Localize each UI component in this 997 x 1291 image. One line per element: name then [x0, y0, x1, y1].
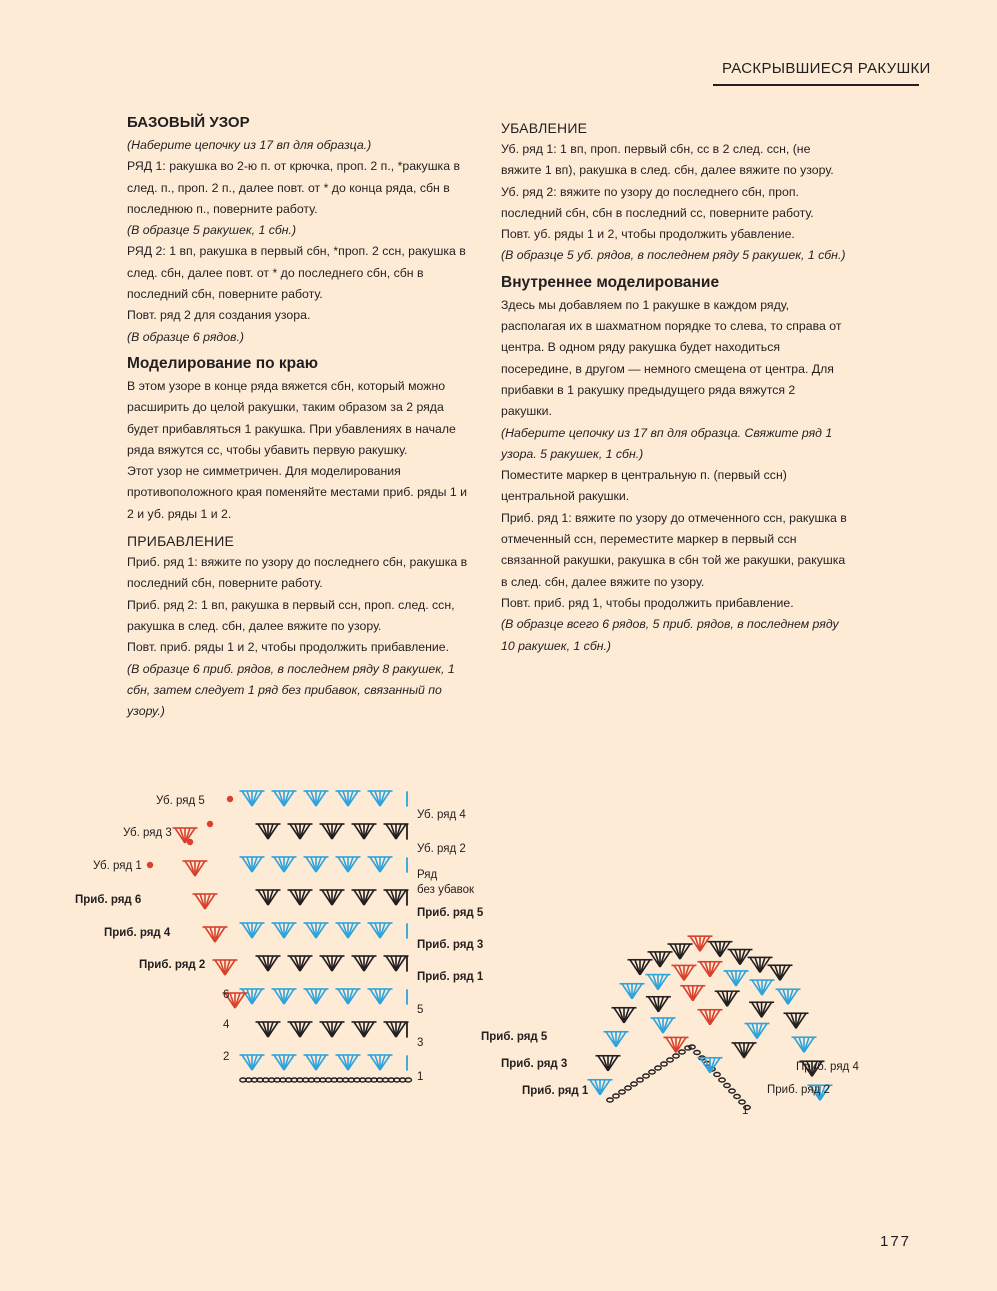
label-dec-row-4: Уб. ряд 4	[417, 809, 466, 821]
shell-stitch	[288, 956, 313, 971]
decrease-note: (В образце 5 уб. рядов, в последнем ряду 5 ракушек, 1 сбн.)	[501, 248, 846, 263]
shell-stitch	[203, 927, 228, 942]
shell-stitch	[745, 1024, 770, 1039]
shell-stitch	[240, 1055, 265, 1070]
label-inc-row-5: Приб. ряд 5	[417, 907, 484, 919]
shell-stitch	[651, 1018, 676, 1033]
label-inc-row-4: Приб. ряд 4	[104, 927, 171, 939]
shell-stitch	[698, 962, 723, 977]
base-pattern-note: (Наберите цепочку из 17 вп для образца.)	[127, 138, 372, 152]
shell-stitch	[384, 1022, 409, 1037]
shell-stitch	[352, 890, 377, 905]
shell-stitch	[680, 986, 705, 1001]
shell-stitch	[336, 791, 361, 806]
shell-stitch	[604, 1032, 629, 1047]
inner-shaping-title: Внутреннее моделирование	[501, 273, 720, 291]
chain-stitch	[667, 1058, 673, 1062]
shell-stitch	[336, 989, 361, 1004]
decrease-row-1: Уб. ряд 1: 1 вп, проп. первый сбн, сс в 2 след. ссн, (не вяжите 1 вп), ракушка в след. сбн, далее вяжите по узору.	[501, 142, 834, 178]
chain-stitch	[661, 1062, 667, 1066]
header-rule	[713, 84, 919, 86]
shell-stitch	[646, 975, 671, 990]
shell-stitch	[792, 1037, 817, 1052]
chain-stitch	[637, 1078, 643, 1082]
edge-shaping-p2: Этот узор не симметричен. Для моделирования противоположного края поменяйте местами приб. ряды 1 и 2 и уб. ряды 1 и 2.	[127, 464, 468, 521]
shell-stitch	[240, 923, 265, 938]
chain-stitch	[625, 1086, 631, 1090]
decrease-title: УБАВЛЕНИЕ	[501, 120, 588, 136]
shell-stitch	[646, 997, 671, 1012]
shell-stitch	[272, 791, 297, 806]
shell-stitch	[384, 890, 409, 905]
shell-stitch	[715, 991, 740, 1006]
chain-stitch	[729, 1089, 735, 1093]
slip-stitch	[227, 796, 233, 802]
label-dec-row-5: Уб. ряд 5	[156, 795, 205, 807]
shell-stitch	[368, 791, 393, 806]
shell-stitch	[320, 956, 345, 971]
shell-stitch	[304, 923, 329, 938]
inner-increase-row-1: Приб. ряд 1: вяжите по узору до отмеченного ссн, ракушка в отмеченный ссн, переместите маркер в первый ссн связанной ракушки, ракушка в сбн той же ракушки, ракушка в след. сбн, далее вяжите по узору.	[501, 510, 847, 589]
label-dec-row-1: Уб. ряд 1	[93, 860, 142, 872]
label-b-row-1: 1	[742, 1105, 749, 1117]
shell-stitch	[768, 965, 793, 980]
shell-stitch	[384, 956, 409, 971]
chain-stitch	[631, 1082, 637, 1086]
shell-stitch	[749, 1002, 774, 1017]
shell-stitch	[724, 971, 749, 986]
base-repeat: Повт. ряд 2 для создания узора.	[127, 308, 311, 323]
row-number-4: 4	[223, 1019, 230, 1031]
inner-shaping-note-1: (Наберите цепочку из 17 вп для образца. Свяжите ряд 1 узора. 5 ракушек, 1 сбн.)	[501, 425, 833, 461]
shell-stitch	[588, 1080, 613, 1095]
inner-shaping-p2: Поместите маркер в центральную п. (первый ссн) центральной ракушки.	[501, 468, 787, 504]
increase-row-1: Приб. ряд 1: вяжите по узору до последнего сбн, ракушка в последний сбн, поверните работу.	[127, 555, 468, 591]
shell-stitch	[320, 890, 345, 905]
chain-stitch	[694, 1051, 700, 1055]
shell-stitch	[272, 1055, 297, 1070]
shell-stitch	[352, 1022, 377, 1037]
chain-stitch	[613, 1094, 619, 1098]
shell-stitch	[368, 1055, 393, 1070]
row-number-5: 5	[417, 1004, 424, 1016]
label-dec-row-2: Уб. ряд 2	[417, 843, 466, 855]
shell-stitch	[612, 1008, 637, 1023]
shell-stitch	[304, 791, 329, 806]
shell-stitch	[368, 857, 393, 872]
shell-stitch	[732, 1043, 757, 1058]
label-inc-row-1: Приб. ряд 1	[417, 971, 484, 983]
chain-stitch	[679, 1050, 685, 1054]
label-plain-row: Ряд	[417, 869, 438, 881]
label-b-inc-row-5: Приб. ряд 5	[481, 1031, 548, 1043]
shell-stitch	[288, 890, 313, 905]
slip-stitch	[147, 862, 153, 868]
chain-stitch	[655, 1066, 661, 1070]
base-pattern-title: БАЗОВЫЙ УЗОР	[127, 114, 250, 131]
chain-stitch	[689, 1045, 695, 1049]
shell-stitch	[256, 956, 281, 971]
slip-stitch	[207, 821, 213, 827]
base-row-1: РЯД 1: ракушка во 2-ю п. от крючка, проп. 2 п., *ракушка в след. п., проп. 2 п., далее повт. от * до конца ряда, сбн в последнюю п., поверните работу.	[127, 159, 461, 216]
edge-shaping-p1: В этом узоре в конце ряда вяжется сбн, который можно расширить до целой ракушки, таким образом за 2 ряда будет прибавляться 1 ракушка. При убавлениях в начале ряда вяжутся сс, чтобы убавить первую ракушку.	[127, 378, 456, 457]
base-row-1-note: (В образце 5 ракушек, 1 сбн.)	[127, 223, 297, 238]
label-dec-row-3: Уб. ряд 3	[123, 827, 172, 839]
shell-stitch	[698, 1058, 723, 1073]
chain-stitch	[739, 1100, 745, 1104]
shell-stitch	[272, 857, 297, 872]
shell-stitch	[596, 1056, 621, 1071]
shell-stitch	[628, 960, 653, 975]
label-b-inc-row-2: Приб. ряд 2	[767, 1084, 830, 1096]
label-inc-row-2: Приб. ряд 2	[139, 959, 206, 971]
label-inc-row-6: Приб. ряд 6	[75, 894, 142, 906]
shell-stitch	[368, 989, 393, 1004]
shell-stitch	[352, 824, 377, 839]
decrease-repeat: Повт. уб. ряды 1 и 2, чтобы продолжить убавление.	[501, 227, 795, 242]
label-b-inc-row-4: Приб. ряд 4	[796, 1061, 859, 1073]
shell-stitch	[256, 890, 281, 905]
chain-stitch	[649, 1070, 655, 1074]
shell-stitch	[384, 824, 409, 839]
shell-stitch	[320, 1022, 345, 1037]
shell-stitch	[784, 1013, 809, 1028]
shell-stitch	[183, 861, 208, 876]
row-number-2: 2	[223, 1051, 230, 1063]
label-b-inc-row-1: Приб. ряд 1	[522, 1085, 589, 1097]
edge-shaping-title: Моделирование по краю	[127, 354, 318, 372]
inner-shaping-note-2: (В образце всего 6 рядов, 5 приб. рядов, в последнем ряду 10 ракушек, 1 сбн.)	[501, 617, 839, 653]
increase-note: (В образце 6 приб. рядов, в последнем ряду 8 ракушек, 1 сбн, затем следует 1 ряд без прибавок, связанный по узору.)	[127, 661, 455, 719]
increase-repeat: Повт. приб. ряды 1 и 2, чтобы продолжить прибавление.	[127, 640, 450, 655]
row-number-6: 6	[223, 989, 230, 1001]
inner-shaping-p1: Здесь мы добавляем по 1 ракушке в каждом ряду, располагая их в шахматном порядке то слева, то справа от центра. В одном ряду ракушка будет находиться посередине, в другом — немного смещена от центра. Для прибавки в 1 ракушку предыдущего ряда вяжутся 2 ракушки.	[501, 297, 842, 419]
shell-stitch	[193, 894, 218, 909]
chain-stitch	[619, 1090, 625, 1094]
inner-increase-repeat: Повт. приб. ряд 1, чтобы продолжить прибавление.	[501, 595, 794, 610]
shell-stitch	[256, 824, 281, 839]
chain-stitch	[714, 1073, 720, 1077]
label-plain-row-2: без убавок	[417, 884, 475, 896]
shell-stitch	[320, 824, 345, 839]
shell-stitch	[776, 989, 801, 1004]
base-repeat-note: (В образце 6 рядов.)	[127, 329, 244, 344]
shell-stitch	[352, 956, 377, 971]
right-column	[501, 112, 847, 657]
shell-stitch	[368, 923, 393, 938]
chain-stitch	[673, 1054, 679, 1058]
slip-stitch	[187, 839, 193, 845]
label-inc-row-3: Приб. ряд 3	[417, 939, 484, 951]
shell-stitch	[213, 960, 238, 975]
decrease-row-2: Уб. ряд 2: вяжите по узору до последнего сбн, проп. последний сбн, сбн в последний сс, поверните работу.	[501, 184, 814, 220]
shell-stitch	[240, 857, 265, 872]
increase-row-2: Приб. ряд 2: 1 вп, ракушка в первый ссн, проп. след. ссн, ракушка в след. сбн, далее вяжите по узору.	[127, 597, 455, 633]
shell-stitch	[336, 857, 361, 872]
shell-stitch	[750, 980, 775, 995]
left-column	[127, 112, 473, 722]
row-number-1: 1	[417, 1071, 424, 1083]
shell-stitch	[272, 923, 297, 938]
shell-stitch	[304, 989, 329, 1004]
page-number: 177	[880, 1233, 912, 1250]
base-row-2: РЯД 2: 1 вп, ракушка в первый сбн, *проп. 2 ссн, ракушка в след. сбн, далее повт. от * до последнего сбн, сбн в последний сбн, поверните работу.	[127, 244, 466, 302]
label-b-inc-row-3: Приб. ряд 3	[501, 1058, 568, 1070]
shell-stitch	[256, 1022, 281, 1037]
shell-stitch	[173, 828, 198, 843]
chain-stitch	[643, 1074, 649, 1078]
shell-stitch	[620, 984, 645, 999]
chain-stitch	[719, 1078, 725, 1082]
shell-stitch	[240, 791, 265, 806]
shell-stitch	[304, 857, 329, 872]
shell-stitch	[698, 1010, 723, 1025]
row-number-3: 3	[417, 1037, 424, 1049]
chain-stitch	[724, 1084, 730, 1088]
running-title: РАСКРЫВШИЕСЯ РАКУШКИ	[722, 60, 931, 77]
chain-stitch	[734, 1095, 740, 1099]
shell-stitch	[288, 824, 313, 839]
shell-stitch	[272, 989, 297, 1004]
shell-stitch	[288, 1022, 313, 1037]
shell-stitch	[304, 1055, 329, 1070]
chain-stitch	[607, 1098, 613, 1102]
increase-title: ПРИБАВЛЕНИЕ	[127, 533, 235, 550]
shell-stitch	[336, 923, 361, 938]
shell-stitch	[672, 965, 697, 980]
shell-stitch	[336, 1055, 361, 1070]
